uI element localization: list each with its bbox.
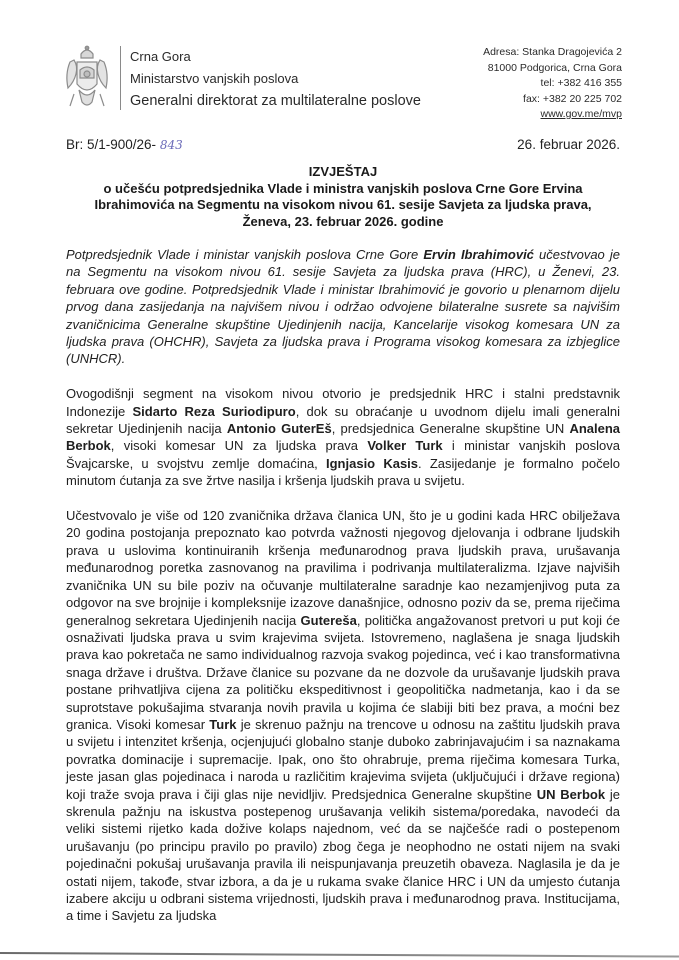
person-name: Gutereša [300,612,357,628]
address-city: 81000 Podgorica, Crna Gora [487,61,622,74]
reference-number [66,137,183,152]
person-name: Analena Berbok [66,421,621,454]
address-tel: tel: +382 416 355 [540,77,622,89]
person-name: Ignjasio Kasis [326,455,419,471]
person-name: Turk [209,716,237,732]
title-heading: IZVJEŠTAJ [308,164,378,179]
country-name: Crna Gora [130,49,191,64]
title-line-1: o učešću potpredsjednika Vlade i ministra vanjskih poslova Crne Gore Ervina [103,180,583,196]
paragraph-2 [66,385,620,489]
person-name: Antonio GuterEš [226,421,332,437]
text: , visoki komesar UN za ljudska prava [110,438,368,454]
text: Ovogodišnji segment na visokom nivou otvorio je predsjednik HRC i stalni predstavnik Indonezije [66,386,620,419]
paragraph-1 [66,246,620,368]
organization-block [130,46,421,112]
reference-prefix: Br: 5/1-900/26- [66,137,160,152]
ministry-name: Ministarstvo vanjskih poslova [130,71,299,86]
letterhead [62,40,622,120]
person-name: Volker Turk [367,438,443,454]
header-divider [120,46,121,110]
paragraph-3 [66,507,620,925]
directorate-name: Generalni direktorat za multilateralne poslove [130,93,421,109]
text: , politička angažovanost pretvori u put koji će osnaživati ljudska prava u svim krajevima svijeta. Istovremeno, naglašena je snaga ljudskih prava kao pokretača ne samo individualnog razvoja svakog pojedinca, već i kao transformativna snaga države i društva. Države članice su pozvane da ne dozvole da urušavanje ljudskih prava postane prihvatljiva cijena za političku ekspeditivnost i geopolitička nadmetanja, kao i da se suprotstave pokušajima stvaranja novih pravila u kojima će slabiji biti bez prava, a moćni bez granica. Visoki komesar [66,612,621,732]
text: je skrenuo pažnju na trencove u odnosu na zaštitu ljudskih prava u svijetu i intenzitet kršenja, ocjenjujući globalno stanje duboko zabrinjavajućim i sa naznakama povratka dominacije i supremacije. Ipak, ono što ohrabruje, prema riječima komesara Turka, jeste jasan glas pojedinaca i naroda u različitim krajevima svijeta (uključujući i države regiona) koji traže svoja prava i čiji glas nije nevidljiv. Predsjednica Generalne skupštine [66,716,620,802]
text: Potpredsjednik Vlade i ministar vanjskih poslova Crne Gore [66,247,424,262]
address-fax: fax: +382 20 225 702 [523,92,622,105]
text: . Zasijedanje je formalno počelo minutom ćutanja za sve žrtve nasilja i kršenja ljudskih prava u svijetu. [66,455,620,489]
title-line-3: Ženeva, 23. februar 2026. godine [242,213,444,229]
person-name: Ervin Ibrahimović [423,247,534,262]
coat-of-arms-icon [62,44,112,114]
page-edge-line [0,952,679,958]
text: Učestvovalo je više od 120 zvaničnika država članica UN, što je u godini kada HRC obilježava 20 godina postojanja prepoznato kao potvrda važnosti njegovog djelovanja i odbrane ljudskih prava u uslovima kontinuiranih kršenja međunarodnog prava ljudskih prava, urušavanja međunarodnog poretka zasnovanog na pravilima i podrivanja multilateralizma. Izjave najviših zvaničnika UN su bile poziv na očuvanje multilateralne saradnje kao nezamjenjivog puta za odgovor na sve brojnije i kompleksnije izazove današnjice, odnosno poziv da se, prema riječima generalnog sekretara Ujedinjenih nacija [66,508,620,628]
title-line-2: Ibrahimovića na Segmentu na visokom nivou 61. sesije Savjeta za ljudska prava, [94,197,592,212]
person-name: UN Berbok [536,786,606,802]
text: , predsjednica Generalne skupštine UN [331,421,570,437]
address-block [483,45,622,123]
address-street: Adresa: Stanka Dragojevića 2 [483,46,622,58]
website-link[interactable]: www.gov.me/mvp [540,108,622,120]
text: , dok su obraćanje u uvodnom dijelu imali generalni sekretar Ujedinjenih nacija [66,403,620,437]
document-title [66,164,620,230]
person-name: Sidarto Reza Suriodipuro [132,403,296,419]
document-body [66,246,620,942]
text: i ministar vanjskih poslova Švajcarske, u svojstvu zemlje domaćina, [66,438,620,471]
text: učestvovao je na Segmentu na visokom nivou 61. sesije Savjeta za ljudska prava (HRC), u Ženevi, 23. februara ove godine. Potpredsjednik Vlade i ministar Ibrahimović je govorio u plenarnom dijelu prvog dana zasijedanja na najvišem nivou i održao odvojene bilateralne susrete sa najvišim zvaničnicima Generalne skupštine Ujedinjenih nacija, Kancelarije visokog komesara UN za ljudska prava (OHCHR), Savjeta za ljudska prava i Programa visokog komesara za izbjeglice (UNHCR). [66,247,621,367]
handwritten-number: 843 [159,138,183,152]
text: je skrenula pažnju na iskustva postepenog urušavanja velikih sistema/poredaka, navodeći da veliki sistemi rijetko kada dožive kolaps najednom, već da se najčešće radi o postepenom urušavanju (po principu pravilo po pravilo) zbog čega je neophodno ne ostati nijem na svaki pojedinačni pokušaj urušavanja pravila ili neispunjavanja preuzetih obaveza. Naglasila je da je ostati nijem, takođe, stvar izbora, a da je u rukama svake članice HRC i UN da umjesto ćutanja izabere akciju u odbrani sistema vrijednosti, ljudskih prava i međunarodnog prava. Institucijama, a time i Savjetu za ljudska [66,786,620,924]
document-date: 26. februar 2026. [517,137,620,152]
